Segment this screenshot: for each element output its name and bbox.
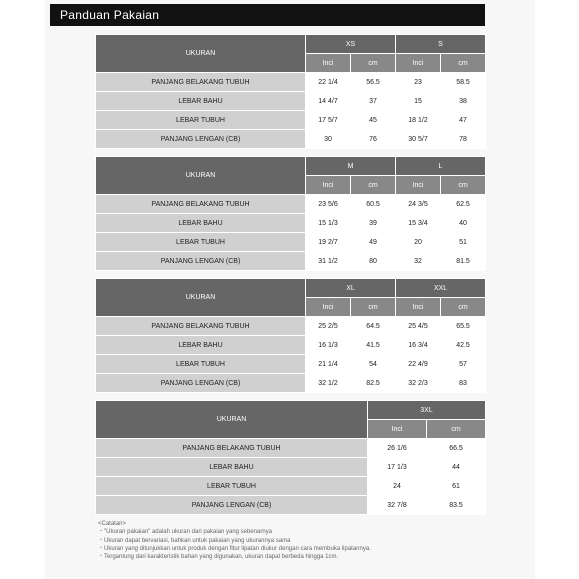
size-header: S — [396, 35, 486, 54]
cell-value: 14 4/7 — [306, 92, 351, 111]
note-item: ・"Ukuran pakaian" adalah ukuran dari pakaian yang sebenarnya — [98, 529, 273, 536]
table-row — [96, 73, 486, 92]
row-label: LEBAR BAHU — [96, 336, 306, 355]
table-row — [96, 233, 486, 252]
notes-heading: <Catatan> — [98, 521, 127, 527]
row-label: PANJANG BELAKANG TUBUH — [96, 195, 306, 214]
cell-value: 19 2/7 — [306, 233, 351, 252]
row-label: LEBAR TUBUH — [96, 477, 368, 496]
cell-value: 24 3/5 — [396, 195, 441, 214]
cell-value: 42.5 — [441, 336, 486, 355]
row-label: PANJANG LENGAN (CB) — [96, 130, 306, 149]
cell-value: 51 — [441, 233, 486, 252]
unit-inch-header: Inci — [396, 298, 441, 317]
table-row — [96, 317, 486, 336]
row-label: PANJANG BELAKANG TUBUH — [96, 317, 306, 336]
cell-value: 65.5 — [441, 317, 486, 336]
unit-cm-header: cm — [351, 176, 396, 195]
unit-cm-header: cm — [351, 298, 396, 317]
cell-value: 16 3/4 — [396, 336, 441, 355]
cell-value: 15 1/3 — [306, 214, 351, 233]
row-label: PANJANG LENGAN (CB) — [96, 374, 306, 393]
unit-inch-header: Inci — [396, 54, 441, 73]
cell-value: 32 1/2 — [306, 374, 351, 393]
size-header: XXL — [396, 279, 486, 298]
cell-value: 56.5 — [351, 73, 396, 92]
table-row — [96, 477, 486, 496]
unit-inch-header: Inci — [396, 176, 441, 195]
cell-value: 17 1/3 — [368, 458, 427, 477]
row-label: LEBAR BAHU — [96, 458, 368, 477]
cell-value: 23 — [396, 73, 441, 92]
cell-value: 44 — [427, 458, 486, 477]
cell-value: 39 — [351, 214, 396, 233]
row-label: PANJANG BELAKANG TUBUH — [96, 73, 306, 92]
cell-value: 23 5/6 — [306, 195, 351, 214]
table-row — [96, 92, 486, 111]
row-label: PANJANG LENGAN (CB) — [96, 252, 306, 271]
unit-inch-header: Inci — [306, 54, 351, 73]
cell-value: 78 — [441, 130, 486, 149]
cell-value: 24 — [368, 477, 427, 496]
unit-cm-header: cm — [427, 420, 486, 439]
cell-value: 83.5 — [427, 496, 486, 515]
unit-inch-header: Inci — [306, 176, 351, 195]
cell-value: 82.5 — [351, 374, 396, 393]
cell-value: 76 — [351, 130, 396, 149]
header-ukuran: UKURAN — [96, 157, 306, 195]
table-row — [96, 458, 486, 477]
cell-value: 47 — [441, 111, 486, 130]
note-item: ・Tergantung dari karakteristik bahan yang digunakan, ukuran dapat berbeda hingga 1cm. — [98, 554, 339, 561]
size-header: XL — [306, 279, 396, 298]
cell-value: 58.5 — [441, 73, 486, 92]
cell-value: 81.5 — [441, 252, 486, 271]
cell-value: 30 5/7 — [396, 130, 441, 149]
cell-value: 21 1/4 — [306, 355, 351, 374]
header-ukuran: UKURAN — [96, 35, 306, 73]
cell-value: 60.5 — [351, 195, 396, 214]
cell-value: 66.5 — [427, 439, 486, 458]
note-item: ・Ukuran dapat bervariasi, bahkan untuk pakaian yang ukurannya sama — [98, 537, 291, 544]
unit-inch-header: Inci — [306, 298, 351, 317]
cell-value: 32 2/3 — [396, 374, 441, 393]
cell-value: 15 — [396, 92, 441, 111]
cell-value: 49 — [351, 233, 396, 252]
cell-value: 20 — [396, 233, 441, 252]
header-ukuran: UKURAN — [96, 401, 368, 439]
table-row — [96, 195, 486, 214]
size-table-3xl — [95, 400, 486, 515]
note-item: ・Ukuran yang ditunjukkan untuk produk dengan fitur lipatan diukur dengan cara membuka lipatannya. — [98, 545, 371, 552]
size-header: M — [306, 157, 396, 176]
table-row — [96, 111, 486, 130]
cell-value: 57 — [441, 355, 486, 374]
size-header: 3XL — [368, 401, 486, 420]
row-label: PANJANG BELAKANG TUBUH — [96, 439, 368, 458]
size-table-xs-s — [95, 34, 486, 149]
cell-value: 16 1/3 — [306, 336, 351, 355]
cell-value: 22 4/9 — [396, 355, 441, 374]
row-label: LEBAR BAHU — [96, 214, 306, 233]
table-row — [96, 252, 486, 271]
cell-value: 32 7/8 — [368, 496, 427, 515]
cell-value: 31 1/2 — [306, 252, 351, 271]
table-row — [96, 355, 486, 374]
cell-value: 62.5 — [441, 195, 486, 214]
size-table-xl-xxl — [95, 278, 486, 393]
cell-value: 17 5/7 — [306, 111, 351, 130]
unit-cm-header: cm — [351, 54, 396, 73]
page-title: Panduan Pakaian — [50, 4, 485, 26]
unit-cm-header: cm — [441, 176, 486, 195]
row-label: LEBAR BAHU — [96, 92, 306, 111]
cell-value: 37 — [351, 92, 396, 111]
cell-value: 83 — [441, 374, 486, 393]
table-row — [96, 374, 486, 393]
row-label: PANJANG LENGAN (CB) — [96, 496, 368, 515]
header-ukuran: UKURAN — [96, 279, 306, 317]
cell-value: 61 — [427, 477, 486, 496]
row-label: LEBAR TUBUH — [96, 233, 306, 252]
cell-value: 45 — [351, 111, 396, 130]
cell-value: 30 — [306, 130, 351, 149]
size-header: L — [396, 157, 486, 176]
table-row — [96, 336, 486, 355]
row-label: LEBAR TUBUH — [96, 355, 306, 374]
cell-value: 38 — [441, 92, 486, 111]
cell-value: 25 2/5 — [306, 317, 351, 336]
row-label: LEBAR TUBUH — [96, 111, 306, 130]
cell-value: 41.5 — [351, 336, 396, 355]
cell-value: 32 — [396, 252, 441, 271]
table-row — [96, 496, 486, 515]
cell-value: 64.5 — [351, 317, 396, 336]
cell-value: 22 1/4 — [306, 73, 351, 92]
unit-cm-header: cm — [441, 54, 486, 73]
cell-value: 54 — [351, 355, 396, 374]
cell-value: 18 1/2 — [396, 111, 441, 130]
cell-value: 25 4/5 — [396, 317, 441, 336]
size-table-m-l — [95, 156, 486, 271]
table-row — [96, 214, 486, 233]
unit-cm-header: cm — [441, 298, 486, 317]
cell-value: 15 3/4 — [396, 214, 441, 233]
table-row — [96, 130, 486, 149]
table-row — [96, 439, 486, 458]
unit-inch-header: Inci — [368, 420, 427, 439]
size-header: XS — [306, 35, 396, 54]
cell-value: 40 — [441, 214, 486, 233]
cell-value: 26 1/6 — [368, 439, 427, 458]
cell-value: 80 — [351, 252, 396, 271]
notes-section — [98, 520, 498, 561]
